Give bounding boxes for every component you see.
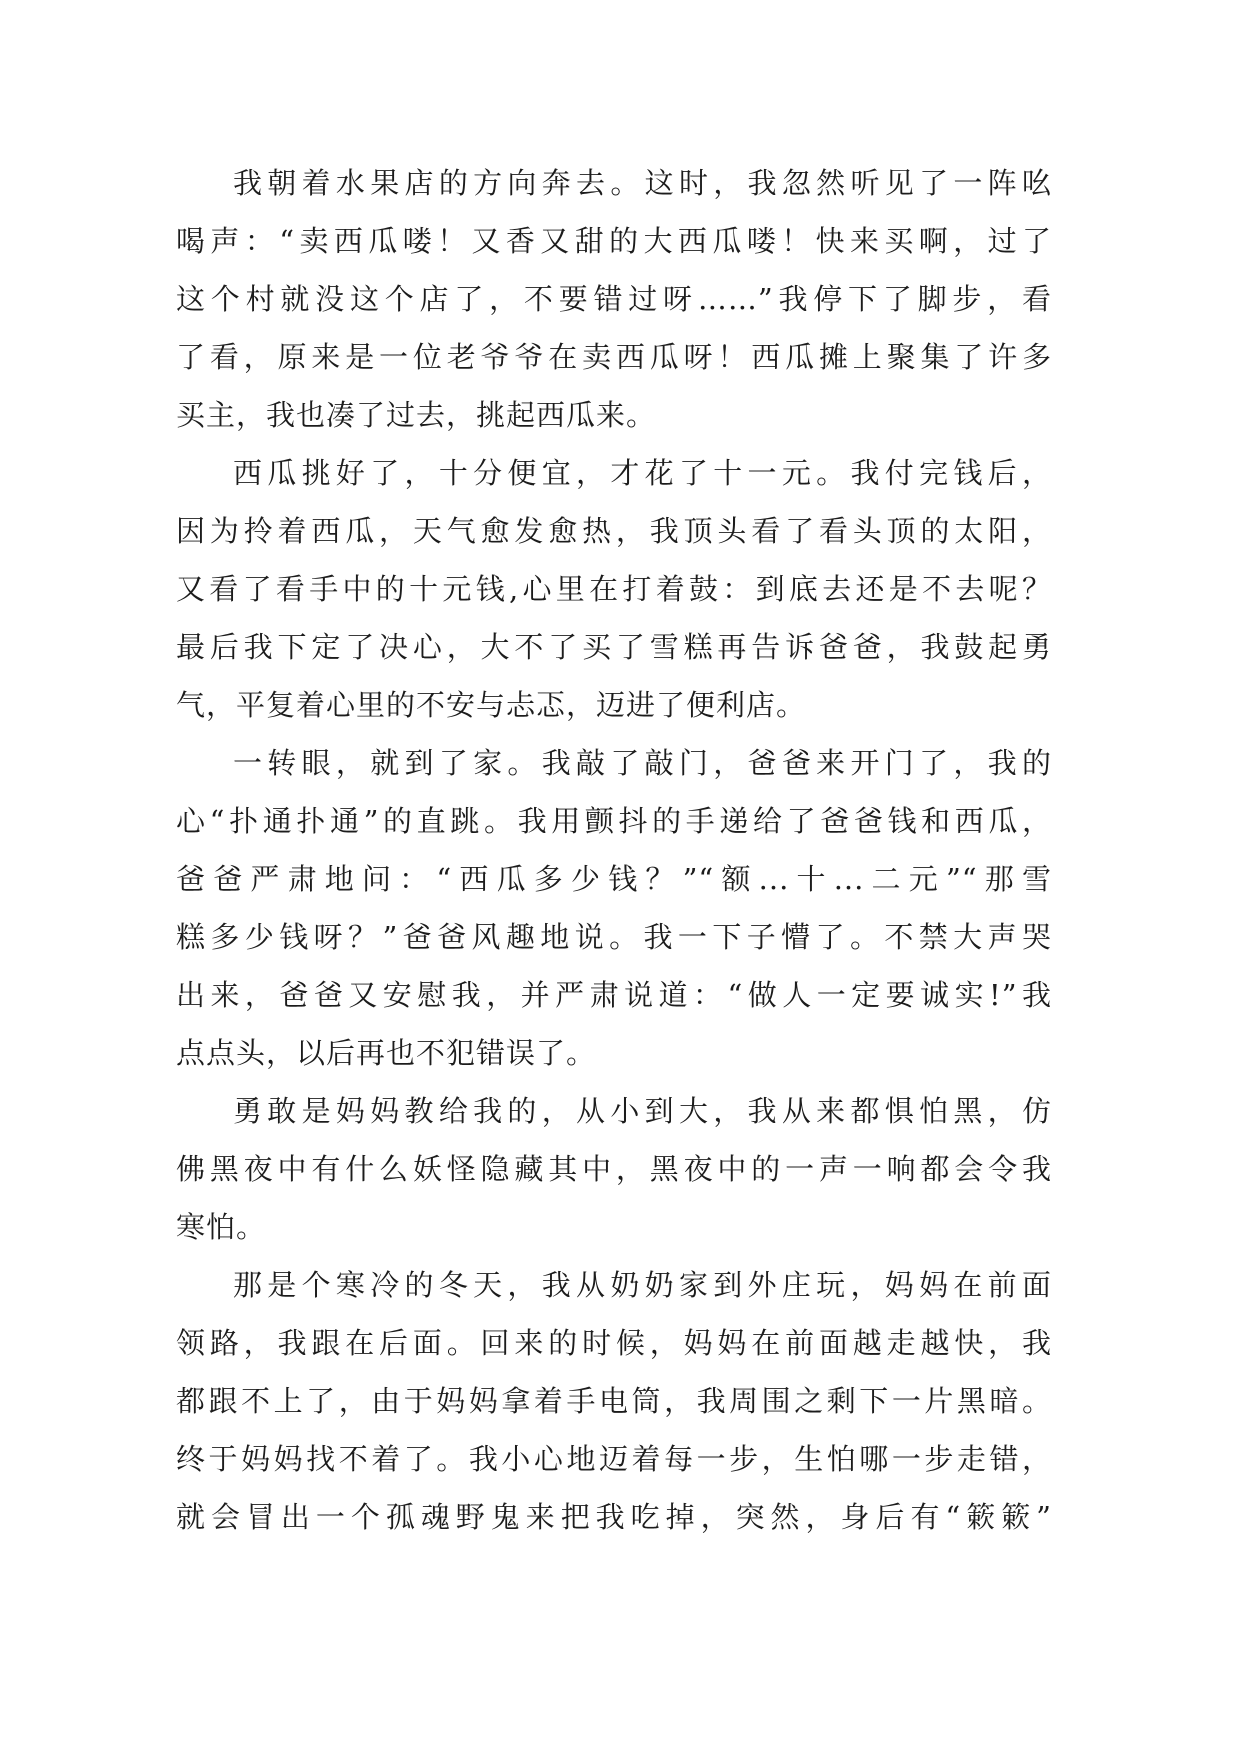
text-line: 终于妈妈找不着了。我小心地迈着每一步，生怕哪一步走错， bbox=[176, 1442, 1052, 1476]
text-line: 领路，我跟在后面。回来的时候，妈妈在前面越走越快，我 bbox=[176, 1326, 1052, 1360]
text-line: 喝声：“卖西瓜喽！又香又甜的大西瓜喽！快来买啊，过了 bbox=[176, 224, 1052, 258]
text-line: 爸爸严肃地问：“西瓜多少钱？”“额...十...二元”“那雪 bbox=[176, 862, 1052, 896]
text-line: 心“扑通扑通”的直跳。我用颤抖的手递给了爸爸钱和西瓜， bbox=[176, 804, 1052, 838]
paragraph bbox=[176, 444, 1052, 734]
text-line: 点点头，以后再也不犯错误了。 bbox=[176, 1036, 597, 1070]
paragraph bbox=[176, 154, 1052, 444]
text-line: 最后我下定了决心，大不了买了雪糕再告诉爸爸，我鼓起勇 bbox=[176, 630, 1052, 664]
text-line: 一转眼，就到了家。我敲了敲门，爸爸来开门了，我的 bbox=[233, 746, 1052, 780]
text-line: 西瓜挑好了，十分便宜，才花了十一元。我付完钱后， bbox=[233, 456, 1052, 490]
body-text bbox=[176, 154, 1052, 1546]
paragraph bbox=[176, 1082, 1052, 1256]
text-line: 又看了看手中的十元钱,心里在打着鼓：到底去还是不去呢？ bbox=[176, 572, 1052, 606]
text-line: 出来，爸爸又安慰我，并严肃说道：“做人一定要诚实!”我 bbox=[176, 978, 1052, 1012]
text-line: 都跟不上了，由于妈妈拿着手电筒，我周围之剩下一片黑暗。 bbox=[176, 1384, 1052, 1418]
text-line: 买主，我也凑了过去，挑起西瓜来。 bbox=[176, 398, 657, 432]
text-line: 勇敢是妈妈教给我的，从小到大，我从来都惧怕黑，仿 bbox=[233, 1094, 1052, 1128]
text-line: 我朝着水果店的方向奔去。这时，我忽然听见了一阵吆 bbox=[233, 166, 1052, 200]
text-line: 寒怕。 bbox=[176, 1210, 267, 1244]
text-line: 糕多少钱呀？”爸爸风趣地说。我一下子懵了。不禁大声哭 bbox=[176, 920, 1052, 954]
text-line: 那是个寒冷的冬天，我从奶奶家到外庄玩，妈妈在前面 bbox=[233, 1268, 1052, 1302]
text-line: 佛黑夜中有什么妖怪隐藏其中，黑夜中的一声一响都会令我 bbox=[176, 1152, 1052, 1186]
text-line: 这个村就没这个店了，不要错过呀……”我停下了脚步，看 bbox=[176, 282, 1052, 316]
paragraph bbox=[176, 1256, 1052, 1546]
text-line: 气，平复着心里的不安与忐忑，迈进了便利店。 bbox=[176, 688, 807, 722]
text-line: 就会冒出一个孤魂野鬼来把我吃掉，突然，身后有“簌簌” bbox=[176, 1500, 1052, 1534]
text-line: 了看，原来是一位老爷爷在卖西瓜呀！西瓜摊上聚集了许多 bbox=[176, 340, 1052, 374]
paragraph bbox=[176, 734, 1052, 1082]
text-line: 因为拎着西瓜，天气愈发愈热，我顶头看了看头顶的太阳， bbox=[176, 514, 1052, 548]
